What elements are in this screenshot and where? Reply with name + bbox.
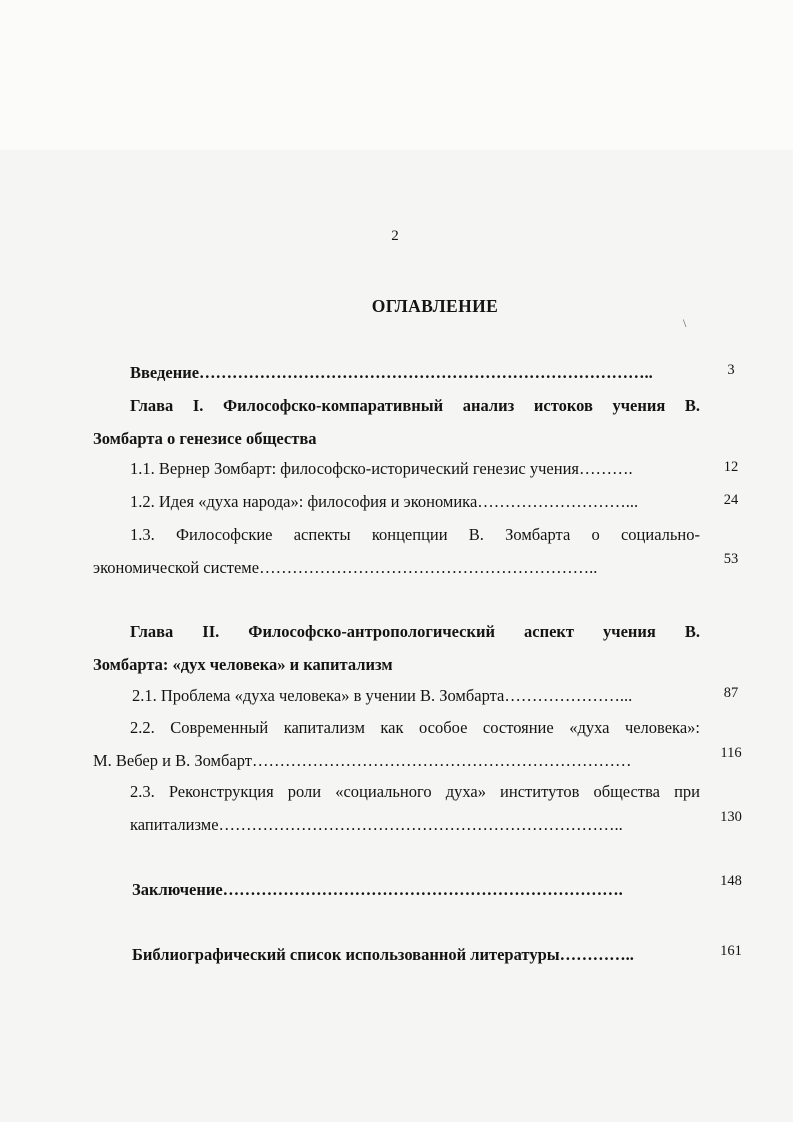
- toc-conclusion-page: 148: [720, 873, 742, 889]
- toc-section-1-2-page: 24: [723, 492, 739, 508]
- toc-chapter-1-line-1: Глава I. Философско-компаративный анализ истоков учения В.: [130, 396, 700, 415]
- toc-intro: Введение………………………………………………………………………..: [130, 363, 653, 382]
- toc-section-2-1: 2.1. Проблема «духа человека» в учении В. Зомбарта…………………...: [132, 686, 633, 705]
- toc-bibliography: Библиографический список использованной литературы…………..: [132, 945, 634, 964]
- toc-chapter-1-line-2: Зомбарта о генезисе общества: [93, 429, 317, 448]
- toc-chapter-2-line-2: Зомбарта: «дух человека» и капитализм: [93, 655, 393, 674]
- document-page: [0, 150, 793, 1122]
- toc-conclusion: Заключение……………………………………………………………….: [132, 880, 623, 899]
- scan-margin: [0, 0, 793, 150]
- toc-section-1-3-line-1: 1.3. Философские аспекты концепции В. Зомбарта о социально-: [130, 525, 700, 544]
- page-number: 2: [391, 228, 399, 244]
- scan-mark: \: [683, 316, 687, 330]
- toc-section-2-2-page: 116: [720, 745, 742, 761]
- toc-section-1-1: 1.1. Вернер Зомбарт: философско-исторический генезис учения……….: [130, 459, 633, 478]
- toc-section-2-1-page: 87: [723, 685, 739, 701]
- toc-section-2-3-line-1: 2.3. Реконструкция роли «социального духа» институтов общества при: [130, 782, 700, 801]
- toc-section-1-2: 1.2. Идея «духа народа»: философия и экономика………………………...: [130, 492, 639, 511]
- page-title: ОГЛАВЛЕНИЕ: [371, 296, 499, 316]
- toc-section-2-3-line-2: капитализме………………………………………………………………..: [130, 815, 623, 834]
- toc-section-1-3-line-2: экономической системе……………………………………………………..: [93, 558, 598, 577]
- toc-section-1-3-page: 53: [723, 551, 739, 567]
- toc-section-2-2-line-2: М. Вебер и В. Зомбарт……………………………………………………………: [93, 751, 632, 770]
- toc-bibliography-page: 161: [720, 943, 742, 959]
- toc-intro-page: 3: [727, 362, 735, 378]
- toc-section-1-1-page: 12: [723, 459, 739, 475]
- toc-section-2-2-line-1: 2.2. Современный капитализм как особое состояние «духа человека»:: [130, 718, 700, 737]
- toc-section-2-3-page: 130: [720, 809, 742, 825]
- toc-chapter-2-line-1: Глава II. Философско-антропологический аспект учения В.: [130, 622, 700, 641]
